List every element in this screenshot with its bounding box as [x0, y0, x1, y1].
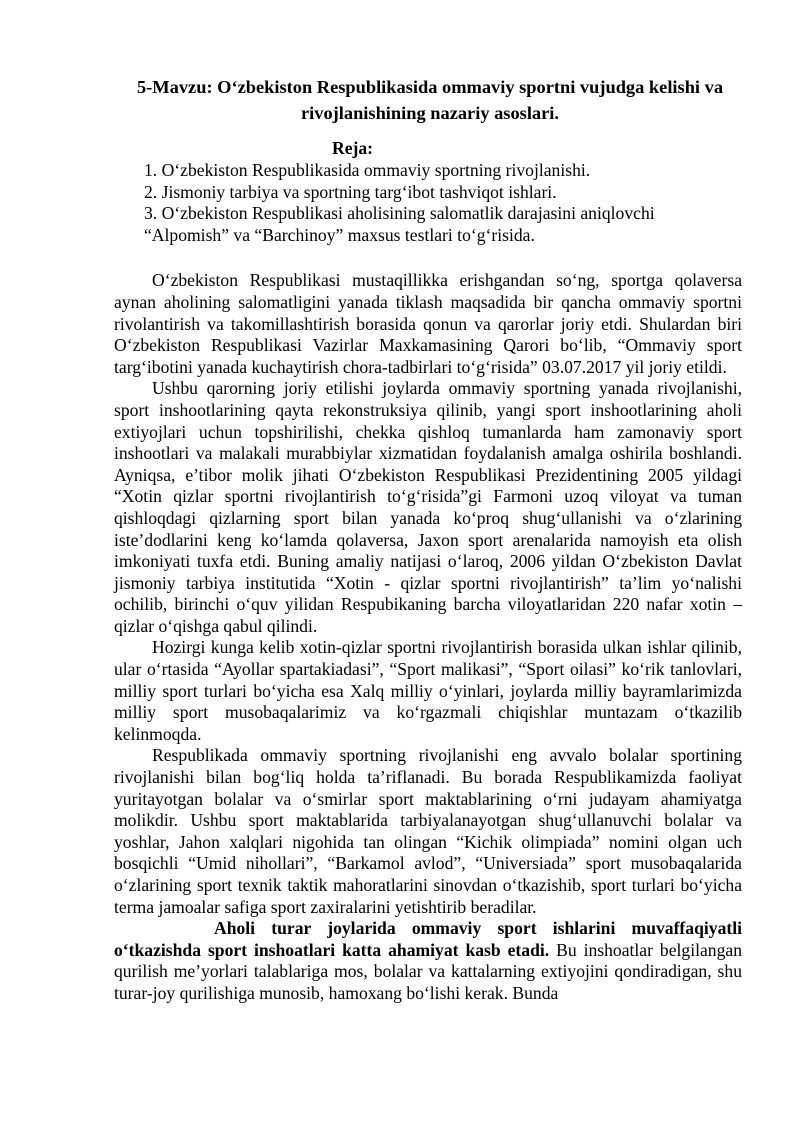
body-text	[114, 270, 742, 1004]
paragraph-continuation: Bu inshoatlar belgilangan qurilish me’yorlari talablariga mos, bolalar va kattalarning extiyojini qondiradigan, shu turar-joy qurilishiga munosib, hamoxang bo‘lishi kerak. Bunda	[114, 939, 742, 1003]
body-paragraph-emphasis	[114, 918, 742, 1004]
plan-item: 2. Jismoniy tarbiya va sportning targ‘ibot tashviqot ishlari.	[144, 181, 557, 202]
body-paragraph: Ushbu qarorning joriy etilishi joylarda ommaviy sportning yanada rivojlanishi, sport inshootlarining qayta rekonstruksiya qilinib, yangi sport inshootlarining aholi extiyojlari uchun topshirilishi, chekka qishloq tumanlarda ham zamonaviy sport inshootlari va malakali murabbiylar xizmatidan foydalanish amalga oshirila boshlandi. Ayniqsa, e’tibor molik jihati O‘zbekiston Respublikasi Prezidentining 2005 yildagi “Xotin qizlar sportni rivojlantirish to‘g‘risida”gi Farmoni uzoq viloyat va tuman qishloqdagi qizlarning sport bilan yanada ko‘proq shug‘ullanishi va o‘zlarining iste’dodlarini keng ko‘lamda qolaversa, Jaxon sport arenalarida namoyish eta olish imkoniyati tuxfa etdi. Buning amaliy natijasi o‘laroq, 2006 yildan O‘zbekiston Davlat jismoniy tarbiya institutida “Xotin - qizlar sportni rivojlantirish” ta’lim yo‘nalishi ochilib, birinchi o‘quv yilidan Respubikaning barcha viloyatlaridan 220 nafar xotin – qizlar o‘qishga qabul qilindi.	[114, 378, 742, 636]
body-paragraph: Hozirgi kunga kelib xotin-qizlar sportni rivojlantirish borasida ulkan ishlar qilinib, ular o‘rtasida “Ayollar spartakiadasi”, “Sport malikasi”, “Sport oilasi” ko‘rik tanlovlari, milliy sport turlari bo‘yicha esa Xalq milliy o‘yinlari, joylarda milliy bayramlarimizda milliy sport musobaqalarimiz va ko‘rgazmali chiqishlar muntazam o‘tkazilib kelinmoqda.	[114, 637, 742, 744]
plan-item: 3. O‘zbekiston Respublikasi aholisining salomatlik darajasini aniqlovchi “Alpomish” va “Barchinoy” maxsus testlari to‘g‘risida.	[144, 203, 655, 245]
plan-heading: Reja:	[332, 138, 374, 158]
body-paragraph: Respublikada ommaviy sportning rivojlanishi eng avvalo bolalar sportining rivojlanishi bilan bog‘liq holda ta’riflanadi. Bu borada Respublikamizda faoliyat yuritayotgan bolalar va o‘smirlar sport maktablarining o‘rni judayam ahamiyatga molikdir. Ushbu sport maktablarida tarbiyalanayotgan shug‘ullanuvchi bolalar va yoshlar, Jahon xalqlari nigohida tan olingan “Kichik olimpiada” nomini olgan uch bosqichli “Umid nihollari”, “Barkamol avlod”, “Universiada” sport musobaqalarida o‘zlarining sport texnik taktik mahoratlarini sinovdan o‘tkazishib, sport turlari bo‘yicha terma jamoalar safiga sport zaxiralarini yetishtirib beradilar.	[114, 745, 742, 917]
plan-list	[144, 160, 742, 246]
document-title: 5-Mavzu: O‘zbekiston Respublikasida ommaviy sportni vujudga kelishi va rivojlanishining nazariy asoslari.	[136, 77, 724, 123]
document-page	[114, 74, 742, 1005]
plan-item: 1. O‘zbekiston Respublikasida ommaviy sportning rivojlanishi.	[144, 160, 591, 180]
emphasis-text: Aholi turar joylarida ommaviy sport ishlarini muvaffaqiyatli o‘tkazishda sport inshoatlari katta ahamiyat kasb etadi.	[114, 918, 742, 960]
body-paragraph: O‘zbekiston Respublikasi mustaqillikka erishgandan so‘ng, sportga qolaversa aynan aholining salomatligini yanada tiklash maqsadida bir qancha ommaviy sportni rivolantirish va takomillashtirish borasida qonun va qarorlar joriy etdi. Shulardan biri O‘zbekiston Respublikasi Vazirlar Maxkamasining Qarori bo‘lib, “Ommaviy sport targ‘ibotini yanada kuchaytirish chora-tadbirlari to‘g‘risida” 03.07.2017 yil joriy etildi.	[114, 270, 742, 377]
